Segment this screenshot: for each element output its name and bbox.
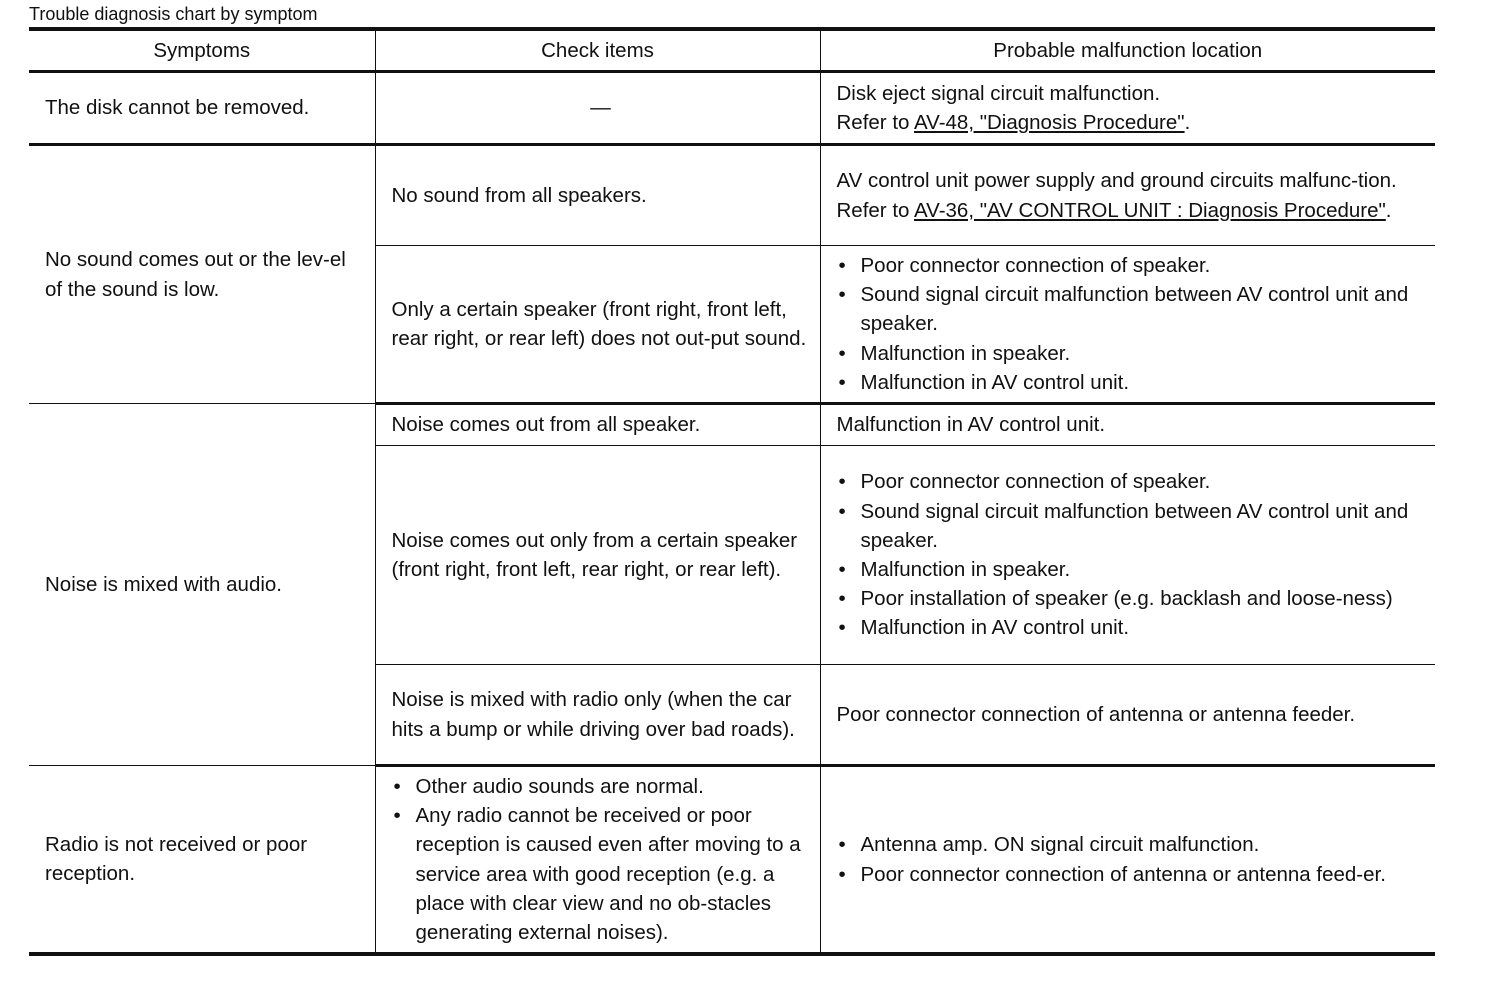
bullet-list <box>837 830 1426 888</box>
list-item: • Malfunction in AV control unit. <box>837 613 1426 642</box>
header-check-items: Check items <box>375 29 820 72</box>
check-cell: Noise comes out only from a certain speaker (front right, front left, rear right, or rear left). <box>375 446 820 665</box>
list-item: • Poor installation of speaker (e.g. backlash and loose-ness) <box>837 584 1426 613</box>
symptom-cell: Radio is not received or poor reception. <box>45 832 308 886</box>
chart-caption: Trouble diagnosis chart by symptom <box>29 4 318 24</box>
period-text: . <box>1184 111 1191 134</box>
bullet-list <box>837 467 1426 642</box>
location-cell: Poor connector connection of antenna or antenna feeder. <box>820 665 1435 766</box>
trouble-diagnosis-table <box>29 27 1435 956</box>
check-cell: — <box>375 72 820 145</box>
symptom-cell: The disk cannot be removed. <box>29 72 375 145</box>
location-text: AV control unit power supply and ground circuits malfunc-tion. Refer to <box>836 169 1397 222</box>
list-item: • Malfunction in speaker. <box>837 339 1426 368</box>
location-cell: Malfunction in AV control unit. <box>820 404 1435 446</box>
symptom-cell: Noise is mixed with audio. <box>29 404 375 766</box>
table-row <box>29 404 1435 446</box>
bullet-list <box>392 772 810 947</box>
header-probable-location: Probable malfunction location <box>820 29 1435 72</box>
list-item: • Poor connector connection of antenna or antenna feed-er. <box>837 860 1426 889</box>
header-symptoms: Symptoms <box>29 29 375 72</box>
check-cell <box>375 766 820 955</box>
list-item: • Malfunction in AV control unit. <box>837 368 1426 397</box>
bullet-list <box>837 251 1426 397</box>
list-item: • Other audio sounds are normal. <box>392 772 810 801</box>
location-cell <box>820 246 1435 404</box>
list-item: • Malfunction in speaker. <box>837 555 1426 584</box>
check-cell: No sound from all speakers. <box>375 145 820 246</box>
check-cell: Noise comes out from all speaker. <box>375 404 820 446</box>
list-item: • Poor connector connection of speaker. <box>837 467 1426 496</box>
list-item: • Antenna amp. ON signal circuit malfunction. <box>837 830 1426 859</box>
table-row <box>29 766 1435 955</box>
check-cell: Noise is mixed with radio only (when the car hits a bump or while driving over bad roads). <box>375 665 820 766</box>
location-cell <box>820 72 1435 145</box>
list-item: • Any radio cannot be received or poor reception is caused even after moving to a service area with good reception (e.g. a place with clear view and no ob-stacles generating external noises). <box>392 801 810 947</box>
location-cell <box>820 145 1435 246</box>
header-row <box>29 29 1435 72</box>
location-cell <box>820 766 1435 955</box>
table-row <box>29 72 1435 145</box>
refer-to-text: Refer to <box>836 111 914 134</box>
location-text: Disk eject signal circuit malfunction. <box>836 81 1161 105</box>
reference-link[interactable]: AV-48, "Diagnosis Procedure" <box>914 111 1185 134</box>
symptom-cell: No sound comes out or the lev-el of the sound is low. <box>29 145 375 404</box>
list-item: • Poor connector connection of speaker. <box>837 251 1426 280</box>
table-row <box>29 145 1435 246</box>
period-text: . <box>1385 198 1392 222</box>
list-item: • Sound signal circuit malfunction between AV control unit and speaker. <box>837 280 1426 338</box>
check-cell: Only a certain speaker (front right, front left, rear right, or rear left) does not out-put sound. <box>375 246 820 404</box>
location-cell <box>820 446 1435 665</box>
list-item: • Sound signal circuit malfunction between AV control unit and speaker. <box>837 497 1426 555</box>
location-reference <box>837 108 1426 137</box>
reference-link[interactable]: AV-36, "AV CONTROL UNIT : Diagnosis Procedure" <box>914 198 1386 222</box>
